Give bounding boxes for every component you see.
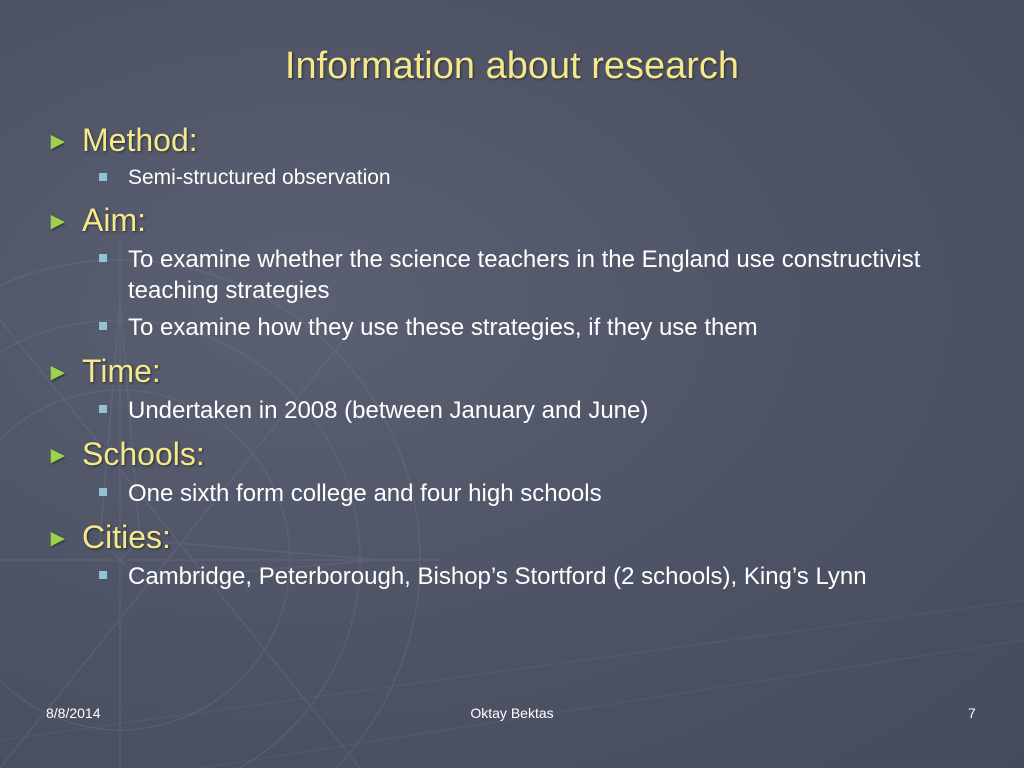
square-bullet-icon	[99, 322, 107, 330]
bullet-item: To examine whether the science teachers in the England use constructivist teaching strategies	[46, 244, 986, 306]
section-heading: ► Time:	[46, 349, 986, 393]
right-triangle-arrow-icon: ►	[46, 128, 70, 155]
bullet-item: Undertaken in 2008 (between January and June)	[46, 395, 986, 426]
section-heading: ► Cities:	[46, 515, 986, 559]
section-heading: ► Aim:	[46, 198, 986, 242]
square-bullet-icon	[99, 571, 107, 579]
right-triangle-arrow-icon: ►	[46, 442, 70, 469]
right-triangle-arrow-icon: ►	[46, 525, 70, 552]
square-bullet-icon	[99, 173, 107, 181]
bullet-item: Cambridge, Peterborough, Bishop’s Stortford (2 schools), King’s Lynn	[46, 561, 986, 592]
slide-content	[46, 118, 986, 598]
bullet-item: One sixth form college and four high schools	[46, 478, 986, 509]
right-triangle-arrow-icon: ►	[46, 359, 70, 386]
square-bullet-icon	[99, 254, 107, 262]
page-number: 7	[968, 705, 976, 721]
square-bullet-icon	[99, 405, 107, 413]
bullet-item: Semi-structured observation	[46, 164, 986, 192]
square-bullet-icon	[99, 488, 107, 496]
section-heading: ► Schools:	[46, 432, 986, 476]
right-triangle-arrow-icon: ►	[46, 208, 70, 235]
footer-author: Oktay Bektas	[470, 705, 554, 721]
slide-title: Information about research	[284, 45, 740, 87]
footer-date: 8/8/2014	[46, 705, 101, 721]
section-heading: ► Method:	[46, 118, 986, 162]
bullet-item: To examine how they use these strategies, if they use them	[46, 312, 986, 343]
